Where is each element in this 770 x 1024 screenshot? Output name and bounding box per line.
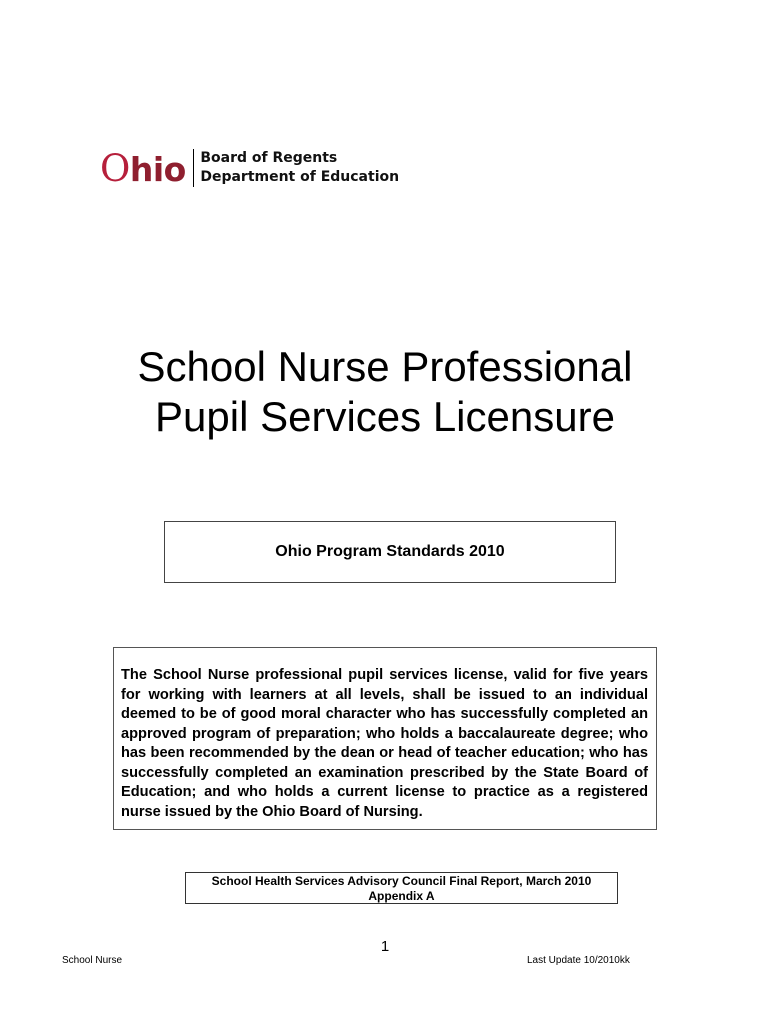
title-line-2: Pupil Services Licensure	[155, 393, 615, 440]
program-standards-text: Ohio Program Standards 2010	[275, 543, 505, 560]
ohio-wordmark-rest: hio	[129, 149, 186, 189]
report-title: School Health Services Advisory Council Final Report, March 2010	[211, 874, 592, 888]
program-standards-box	[164, 521, 616, 583]
footer-left-text: School Nurse	[62, 955, 123, 966]
ohio-logo	[100, 147, 399, 189]
page-number: 1	[380, 938, 390, 955]
footer-right-text: Last Update 10/2010kk	[527, 955, 630, 966]
report-reference-box	[185, 872, 618, 904]
title-line-1: School Nurse Professional	[137, 343, 633, 390]
logo-agency-names	[200, 149, 399, 187]
logo-divider	[193, 149, 195, 187]
ohio-wordmark-o: O	[100, 146, 130, 190]
document-title	[0, 342, 770, 442]
ohio-wordmark	[100, 146, 186, 190]
license-description-text: The School Nurse professional pupil services license, valid for five years for working with learners at all levels, shall be issued to an individual deemed to be of good moral character who has successfully completed an approved program of preparation; who holds a baccalaureate degree; who has been recommended by the dean or head of teacher education; who has successfully completed an examination prescribed by the State Board of Education; and who holds a current license to practice as a registered nurse issued by the Ohio Board of Nursing.	[121, 667, 648, 820]
logo-line-board-of-regents: Board of Regents	[200, 150, 338, 166]
license-description-box	[113, 647, 657, 830]
report-appendix: Appendix A	[368, 889, 435, 903]
logo-line-department-of-education: Department of Education	[200, 169, 400, 185]
